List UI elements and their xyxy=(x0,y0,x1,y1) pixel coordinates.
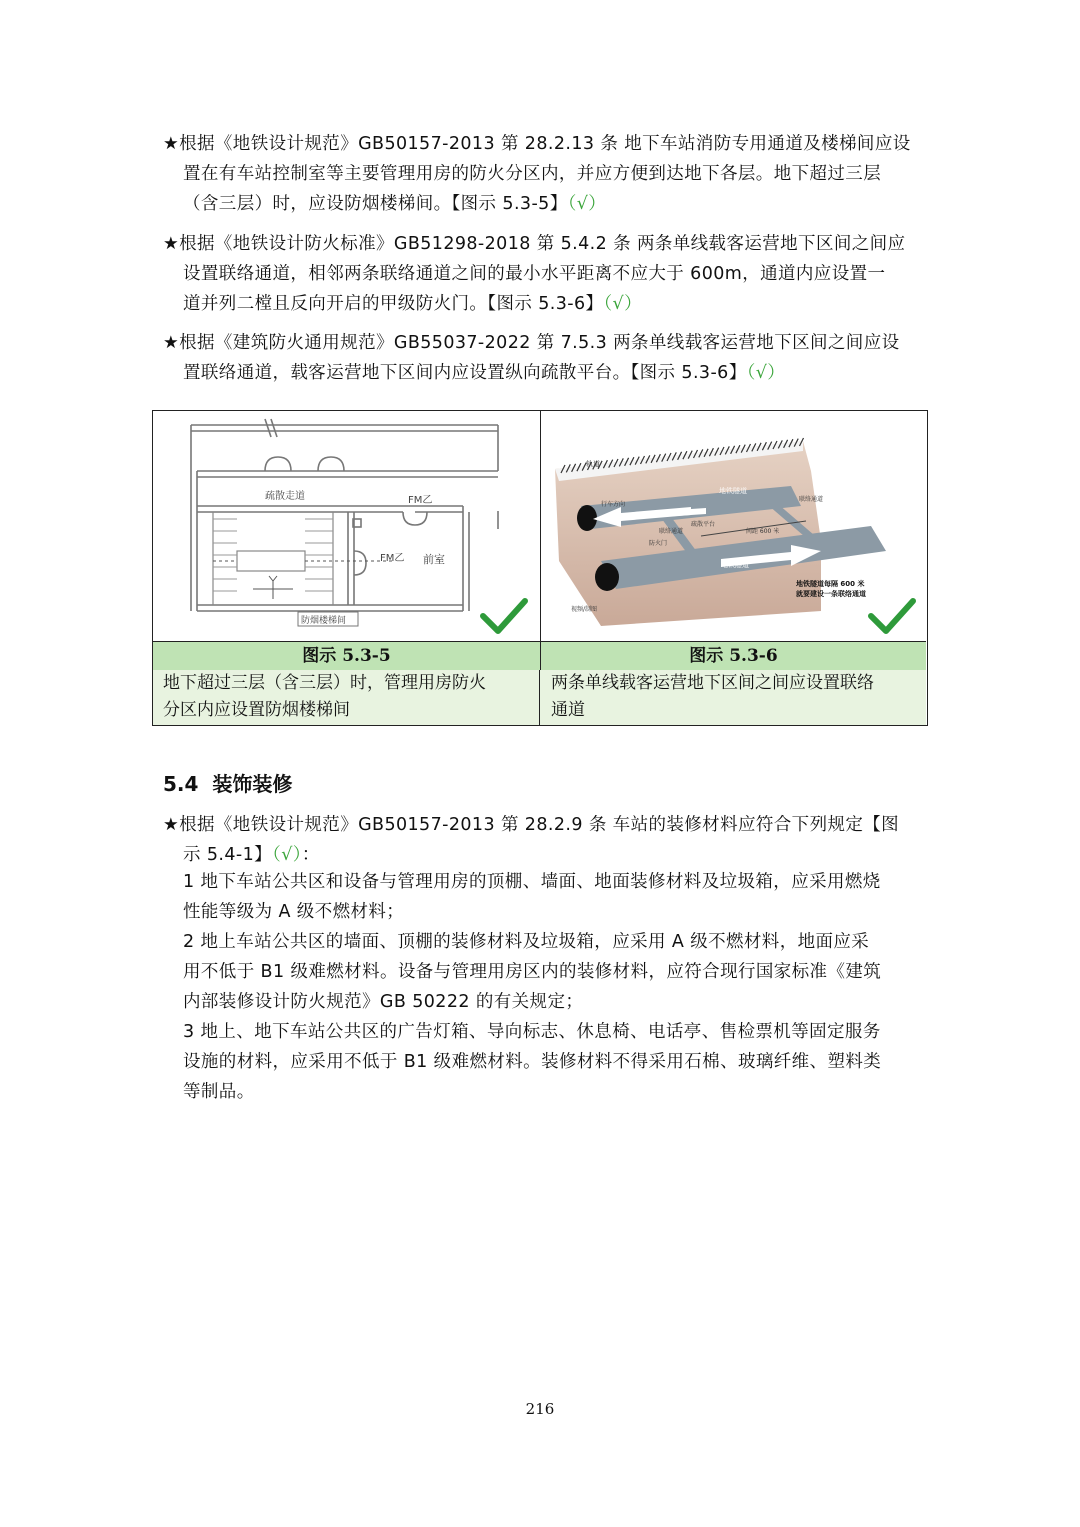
tunnel-note: 地铁隧道每隔 600 米 xyxy=(796,580,865,588)
clause-text: （含三层）时，应设防烟楼梯间。【图示 5.3-5】 xyxy=(183,194,568,214)
clause-line xyxy=(163,289,921,319)
tunnel-label-distance: 间距 600 米 xyxy=(746,528,780,535)
tunnel-label-door: 防火门 xyxy=(649,540,668,547)
figure-description xyxy=(153,670,540,725)
figure-description-line: 分区内应设置防烟楼梯间 xyxy=(163,700,350,720)
plan-label-fm-door: FM乙 xyxy=(408,495,433,506)
clause-line: 置在有车站控制室等主要管理用房的防火分区内，并应方便到达地下各层。地下超过三层 xyxy=(183,164,882,184)
figure-table xyxy=(152,410,928,726)
tunnel-label-lower: 地铁隧道 xyxy=(721,561,749,569)
plan-label-corridor: 疏散走道 xyxy=(265,491,305,502)
clause-line: ★根据《地铁设计防火标准》GB51298-2018 第 5.4.2 条 两条单线载客运营地下区间之间应 xyxy=(163,234,906,254)
list-item-line: 1 地下车站公共区和设备与管理用房的顶棚、墙面、地面装修材料及垃圾箱，应采用燃烧 xyxy=(183,872,881,892)
section-heading xyxy=(163,768,292,797)
tunnel-credit: 视频/制图 xyxy=(571,606,598,613)
list-item-line: 等制品。 xyxy=(183,1082,255,1102)
clause-metro-code-28-2-9 xyxy=(163,810,921,870)
figure-description-line: 两条单线载客运营地下区间之间应设置联络 xyxy=(551,673,874,693)
tunnel-label-passage: 联络通道 xyxy=(659,528,684,535)
figure-tunnel-diagram xyxy=(541,411,927,641)
figure-floor-plan xyxy=(153,411,541,641)
tunnel-note: 就要建设一条联络通道 xyxy=(796,590,866,598)
clause-line: ★根据《建筑防火通用规范》GB55037-2022 第 7.5.3 两条单线载客运营地下区间之间应设 xyxy=(163,333,900,353)
clause-fire-standard-5-4-2 xyxy=(163,229,921,319)
clause-line: 设置联络通道，相邻两条联络通道之间的最小水平距离不应大于 600m，通道内应设置一 xyxy=(183,264,886,284)
clause-building-code-7-5-3 xyxy=(163,328,921,388)
clause-line xyxy=(163,358,921,388)
tunnel-label-platform: 疏散平台 xyxy=(691,521,716,528)
figure-caption: 图示 5.3-6 xyxy=(689,646,778,666)
clause-text: 道并列二樘且反向开启的甲级防火门。【图示 5.3-6】 xyxy=(183,294,604,314)
section-number: 5.4 xyxy=(163,772,199,796)
list-item-line: 3 地上、地下车站公共区的广告灯箱、导向标志、休息椅、电话亭、售检票机等固定服务 xyxy=(183,1022,881,1042)
list-item-line: 性能等级为 A 级不燃材料； xyxy=(183,902,405,922)
check-icon xyxy=(483,601,525,631)
plan-label-fm-door: FM乙 xyxy=(380,553,405,564)
check-icon xyxy=(871,601,913,631)
figure-description xyxy=(541,670,926,725)
clause-metro-code-28-2-13 xyxy=(163,129,921,219)
floor-plan-drawing xyxy=(153,411,540,641)
tunnel-drawing xyxy=(541,411,927,641)
tunnel-label-direction: 行车方向 xyxy=(601,501,626,508)
check-mark: （√） xyxy=(567,194,607,214)
clause-suffix: ： xyxy=(301,845,320,865)
tunnel-label-upper: 地铁隧道 xyxy=(719,487,747,495)
check-mark: （√） xyxy=(603,294,642,314)
clause-line: ★根据《地铁设计规范》GB50157-2013 第 28.2.13 条 地下车站消防专用通道及楼梯间应设 xyxy=(163,134,911,154)
list-item-line: 用不低于 B1 级难燃材料。设备与管理用房区内的装修材料，应符合现行国家标准《建筑 xyxy=(183,962,882,982)
plan-label-stair: 防烟楼梯间 xyxy=(301,616,347,626)
figure-caption: 图示 5.3-5 xyxy=(153,642,541,670)
list-item-line: 设施的材料，应采用不低于 B1 级难燃材料。装修材料不得采用石棉、玻璃纤维、塑料类 xyxy=(183,1052,882,1072)
clause-line: ★根据《地铁设计规范》GB50157-2013 第 28.2.9 条 车站的装修材料应符合下列规定【图 xyxy=(163,815,900,835)
page-number: 216 xyxy=(525,1400,555,1418)
figure-caption-row xyxy=(153,641,926,671)
check-mark: （√） xyxy=(272,845,302,865)
list-item-line: 内部装修设计防火规范》GB 50222 的有关规定； xyxy=(183,992,584,1012)
check-mark: （√） xyxy=(746,363,786,383)
clause-text: 置联络通道，载客运营地下区间内应设置纵向疏散平台。【图示 5.3-6】 xyxy=(183,363,747,383)
section-title: 装饰装修 xyxy=(212,772,293,796)
figure-description-line: 通道 xyxy=(551,700,585,720)
list-item-line: 2 地上车站公共区的墙面、顶棚的装修材料及垃圾箱，应采用 A 级不燃材料，地面应采 xyxy=(183,932,870,952)
clause-line xyxy=(163,189,921,219)
figure-description-row xyxy=(153,670,926,725)
figure-description-line: 地下超过三层（含三层）时，管理用房防火 xyxy=(163,673,486,693)
tunnel-label-rail: 轨道 xyxy=(586,460,600,468)
tunnel-label-passage: 联络通道 xyxy=(799,496,824,503)
requirement-list xyxy=(163,867,921,1107)
plan-label-anteroom: 前室 xyxy=(423,553,445,566)
clause-line xyxy=(163,840,921,870)
clause-text: 示 5.4-1】 xyxy=(183,845,273,865)
